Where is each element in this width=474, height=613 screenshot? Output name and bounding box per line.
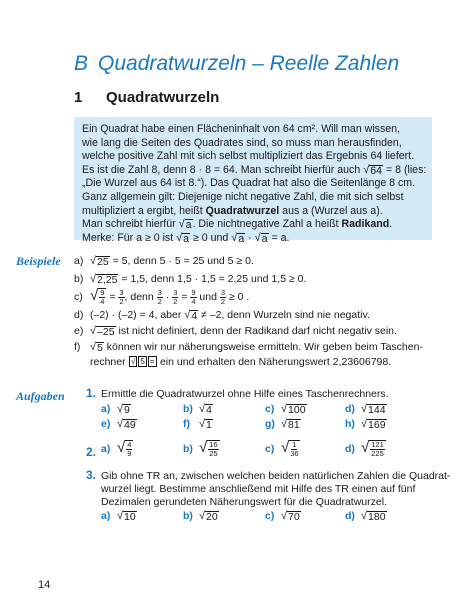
page-number: 14 bbox=[38, 579, 51, 591]
example-f bbox=[74, 341, 423, 354]
radicand: a bbox=[238, 232, 245, 245]
sqrt-expression: √ a bbox=[178, 218, 192, 232]
fraction: $\frac{3}{2}$ bbox=[157, 287, 162, 306]
sqrt-expression: √ $\frac{4}{9}$ bbox=[117, 439, 132, 458]
example-text: ≥ 0 . bbox=[226, 290, 250, 303]
sqrt-expression: √ 25 bbox=[90, 255, 109, 268]
calculator-sqrt-key: √ bbox=[131, 357, 136, 366]
info-text: · bbox=[245, 231, 255, 244]
info-line bbox=[82, 163, 427, 178]
radicand: a bbox=[183, 232, 190, 245]
sqrt-expression: √ a bbox=[254, 231, 268, 245]
info-text: ≥ 0 und bbox=[190, 231, 232, 244]
sqrt-expression: √ 144 bbox=[361, 403, 386, 416]
exercise-label: f) bbox=[183, 418, 190, 430]
example-text: ist nicht definiert, denn der Radikand darf nicht negativ sein. bbox=[115, 325, 397, 337]
calculator-equals-key: = bbox=[149, 357, 155, 366]
info-line: welche positive Zahl mit sich selbst multipliziert das Ergebnis 64 liefert. bbox=[82, 150, 415, 163]
info-line bbox=[82, 232, 424, 246]
example-text: ein und erhalten den Näherungswert 2,23606798. bbox=[157, 356, 392, 368]
exercise-item bbox=[183, 403, 213, 416]
sqrt-expression: √ $\frac{121}{225}$ bbox=[361, 439, 384, 458]
exercise-item bbox=[345, 418, 387, 431]
exercise-item bbox=[265, 510, 301, 523]
fraction: $\frac{16}{25}$ bbox=[209, 440, 218, 458]
sqrt-expression: √ 169 bbox=[361, 418, 386, 431]
exercise-label: b) bbox=[183, 403, 193, 415]
example-text: = 5, denn 5 · 5 = 25 und 5 ≥ 0. bbox=[109, 255, 254, 267]
example-label: a) bbox=[74, 255, 84, 267]
exercise-label: c) bbox=[265, 443, 275, 455]
radicand: 180 bbox=[368, 511, 386, 523]
info-text: . bbox=[389, 218, 393, 231]
fraction: $\frac{9}{4}$ bbox=[191, 287, 196, 306]
radicand: 20 bbox=[206, 511, 218, 523]
sqrt-expression: √ $\frac{9}{4}$ bbox=[90, 287, 105, 306]
info-text: = 8 (lies: bbox=[383, 163, 427, 176]
sqrt-expression: √ 1 bbox=[199, 418, 212, 431]
exercise-item bbox=[183, 418, 213, 431]
info-box bbox=[74, 117, 432, 245]
radicand: 10 bbox=[124, 511, 136, 523]
exercise-label: a) bbox=[101, 443, 111, 455]
info-line: Ein Quadrat habe einen Flächeninhalt von 64 cm². Will man wissen, bbox=[82, 123, 400, 135]
example-text: = bbox=[178, 290, 191, 303]
example-text: = bbox=[106, 290, 119, 303]
term-quadratwurzel: Quadratwurzel bbox=[205, 204, 280, 217]
radicand: 49 bbox=[124, 419, 136, 431]
exercise-item bbox=[101, 440, 133, 458]
radicand: 25 bbox=[97, 256, 109, 268]
exercise-label: d) bbox=[345, 510, 355, 522]
sqrt-expression: √ $\frac{16}{25}$ bbox=[199, 439, 218, 458]
sqrt-expression: √ 4 bbox=[184, 309, 198, 322]
sqrt-expression: √ 4 bbox=[199, 403, 212, 416]
task-number: 1. bbox=[86, 386, 97, 400]
example-e bbox=[74, 325, 397, 338]
radicand: 144 bbox=[368, 404, 386, 416]
exercise-label: a) bbox=[101, 403, 111, 415]
exercise-label: h) bbox=[345, 418, 355, 430]
exercise-item bbox=[265, 418, 301, 431]
fraction: $\frac{9}{4}$ bbox=[100, 288, 105, 306]
exercise-item bbox=[101, 403, 131, 416]
example-text: ≠ –2, denn Wurzeln sind nie negativ. bbox=[198, 309, 370, 321]
fraction: $\frac{3}{2}$ bbox=[119, 287, 124, 306]
info-line bbox=[82, 218, 424, 232]
example-b bbox=[74, 273, 306, 286]
task-3-heading bbox=[86, 469, 450, 510]
example-c bbox=[74, 288, 249, 306]
exercise-item bbox=[265, 440, 300, 458]
sqrt-expression: √ 64 bbox=[363, 163, 383, 177]
info-text: Es ist die Zahl 8, denn 8 · 8 = 64. Man schreibt hierfür auch bbox=[82, 163, 364, 176]
exercise-item bbox=[345, 440, 386, 458]
example-text: rechner bbox=[90, 356, 129, 368]
example-text: · bbox=[162, 290, 173, 303]
beispiele-label: Beispiele bbox=[16, 254, 61, 268]
task-2-heading bbox=[86, 443, 96, 461]
fraction: $\frac{1}{36}$ bbox=[290, 440, 299, 458]
info-line bbox=[82, 205, 424, 219]
sqrt-expression: √ 100 bbox=[281, 403, 306, 416]
fraction: $\frac{3}{2}$ bbox=[173, 287, 178, 306]
section-title bbox=[74, 89, 219, 106]
exercise-label: d) bbox=[345, 443, 355, 455]
sqrt-expression: √ a bbox=[176, 231, 190, 245]
task-number: 2. bbox=[86, 445, 97, 459]
radicand: 169 bbox=[368, 419, 386, 431]
exercise-item bbox=[345, 510, 387, 523]
chapter-letter: B bbox=[74, 52, 89, 75]
sqrt-expression: √ 5 bbox=[90, 341, 103, 354]
radicand: 9 bbox=[124, 404, 130, 416]
exercise-label: c) bbox=[265, 510, 275, 522]
task-text: Ermittle die Quadratwurzel ohne Hilfe eines Taschenrechners. bbox=[101, 388, 389, 400]
example-text: , denn bbox=[124, 290, 157, 303]
info-text: aus a (Wurzel aus a). bbox=[279, 204, 383, 217]
exercise-label: b) bbox=[183, 510, 193, 522]
sqrt-expression: √ 9 bbox=[117, 403, 130, 416]
example-f-cont bbox=[90, 356, 391, 369]
radicand: 4 bbox=[191, 310, 198, 322]
info-text: Merke: Für a ≥ 0 ist bbox=[82, 231, 177, 244]
sqrt-expression: √ 70 bbox=[281, 510, 300, 523]
sqrt-expression: √ –25 bbox=[90, 325, 115, 338]
radicand: 81 bbox=[288, 419, 300, 431]
info-text: = a. bbox=[268, 231, 290, 244]
example-label: b) bbox=[74, 273, 84, 285]
sqrt-expression: √ 49 bbox=[117, 418, 136, 431]
example-text: = 1,5, denn 1,5 · 1,5 = 2,25 und 1,5 ≥ 0. bbox=[118, 273, 307, 285]
exercise-label: a) bbox=[101, 510, 111, 522]
exercise-item bbox=[345, 403, 387, 416]
example-label: e) bbox=[74, 325, 84, 337]
info-text: multipliziert a ergibt, heißt bbox=[82, 204, 206, 217]
aufgaben-label: Aufgaben bbox=[16, 389, 65, 403]
radicand: 100 bbox=[288, 404, 306, 416]
sqrt-expression: √ $\frac{1}{36}$ bbox=[281, 439, 299, 458]
radicand: –25 bbox=[97, 326, 115, 338]
info-line: „Die Wurzel aus 64 ist 8.“). Das Quadrat hat also die Seitenlänge 8 cm. bbox=[82, 177, 416, 190]
task-1-heading bbox=[86, 387, 389, 401]
example-text: (–2) · (–2) = 4, aber bbox=[90, 309, 185, 321]
fraction: $\frac{4}{9}$ bbox=[127, 440, 132, 458]
radicand: a bbox=[261, 232, 268, 245]
exercise-item bbox=[183, 440, 220, 458]
radicand: 64 bbox=[370, 164, 383, 177]
calculator-5-key: 5 bbox=[140, 357, 145, 366]
example-label: d) bbox=[74, 309, 84, 321]
sqrt-expression: √ 10 bbox=[117, 510, 136, 523]
radicand: 70 bbox=[288, 511, 300, 523]
exercise-item bbox=[265, 403, 307, 416]
fraction: $\frac{121}{225}$ bbox=[371, 440, 384, 458]
exercise-label: d) bbox=[345, 403, 355, 415]
exercise-label: g) bbox=[265, 418, 275, 430]
sqrt-expression: √ 2,25 bbox=[90, 273, 118, 286]
exercise-label: e) bbox=[101, 418, 111, 430]
radicand: 5 bbox=[97, 342, 103, 354]
section-number: 1 bbox=[74, 89, 83, 106]
exercise-label: b) bbox=[183, 443, 193, 455]
radicand: 2,25 bbox=[97, 274, 118, 286]
chapter-title bbox=[74, 52, 399, 76]
example-text: und bbox=[196, 290, 220, 303]
task-text: Dezimalen gerundeten Näherungswert für die Quadratwurzel. bbox=[101, 496, 387, 509]
exercise-item bbox=[101, 510, 137, 523]
task-text: wurzel liegt. Bestimme anschließend mit Hilfe des TR einen auf fünf bbox=[101, 483, 416, 496]
task-number: 3. bbox=[86, 468, 97, 482]
info-line: Ganz allgemein gilt: Diejenige nicht negative Zahl, die mit sich selbst bbox=[82, 190, 404, 203]
exercise-item bbox=[101, 418, 137, 431]
task-text: Gib ohne TR an, zwischen welchen beiden natürlichen Zahlen die Quadrat- bbox=[101, 470, 451, 482]
info-text: . Die nichtnegative Zahl a heißt bbox=[192, 218, 342, 231]
sqrt-expression: √ a bbox=[231, 231, 245, 245]
radicand: 1 bbox=[206, 419, 212, 431]
radicand: a bbox=[185, 219, 192, 232]
example-d bbox=[74, 309, 370, 322]
exercise-label: c) bbox=[265, 403, 275, 415]
example-text: können wir nur näherungsweise ermitteln. Wir geben beim Taschen- bbox=[103, 341, 423, 353]
example-a bbox=[74, 255, 254, 268]
info-text: Man schreibt hierfür bbox=[82, 218, 179, 231]
sqrt-expression: √ 81 bbox=[281, 418, 300, 431]
radicand: 4 bbox=[206, 404, 212, 416]
term-radikand: Radikand bbox=[341, 218, 390, 231]
section-title-text: Quadratwurzeln bbox=[106, 89, 220, 106]
chapter-title-text: Quadratwurzeln – Reelle Zahlen bbox=[98, 52, 400, 75]
exercise-item bbox=[183, 510, 219, 523]
sqrt-expression: √ 180 bbox=[361, 510, 386, 523]
example-label: c) bbox=[74, 290, 83, 303]
example-label: f) bbox=[74, 341, 81, 353]
fraction: $\frac{3}{2}$ bbox=[220, 287, 226, 306]
info-line: wie lang die Seiten des Quadrates sind, so muss man herausfinden, bbox=[82, 136, 402, 149]
sqrt-expression: √ 20 bbox=[199, 510, 218, 523]
